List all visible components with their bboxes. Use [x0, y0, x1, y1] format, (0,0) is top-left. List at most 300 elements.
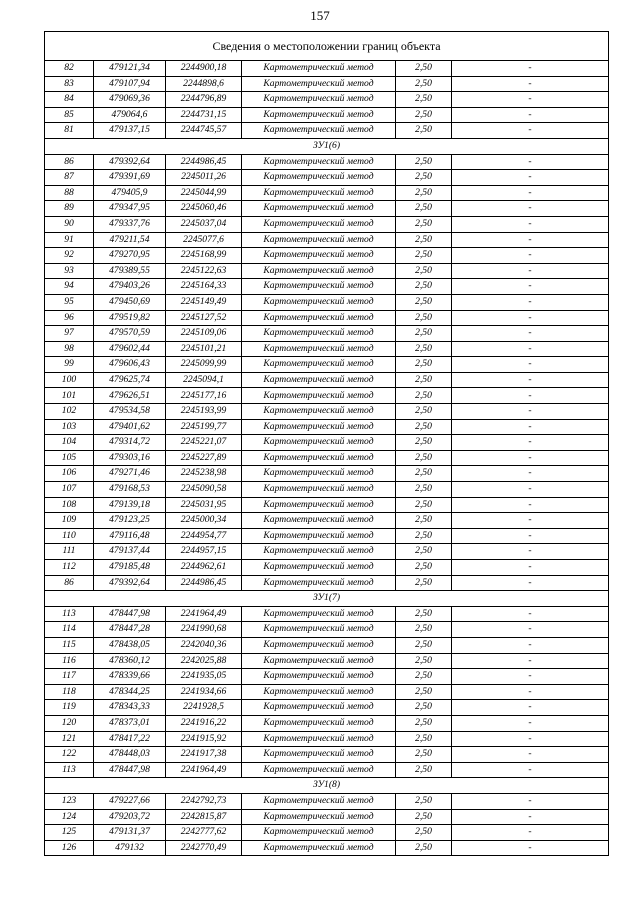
table-row — [45, 840, 609, 856]
table-row — [45, 731, 609, 747]
x-coordinate-cell: 478447,98 — [94, 762, 166, 778]
point-number-cell: 85 — [45, 107, 94, 123]
table-row — [45, 248, 609, 264]
point-number-cell: 110 — [45, 528, 94, 544]
description-cell: - — [452, 372, 609, 388]
precision-cell: 2,50 — [396, 310, 452, 326]
point-number-cell: 125 — [45, 825, 94, 841]
method-cell: Картометрический метод — [242, 76, 396, 92]
description-cell: - — [452, 326, 609, 342]
description-cell: - — [452, 637, 609, 653]
x-coordinate-cell: 478343,33 — [94, 700, 166, 716]
section-row — [45, 591, 609, 607]
x-coordinate-cell: 479450,69 — [94, 294, 166, 310]
precision-cell: 2,50 — [396, 793, 452, 809]
description-cell: - — [452, 793, 609, 809]
x-coordinate-cell: 479211,54 — [94, 232, 166, 248]
table-row — [45, 544, 609, 560]
method-cell: Картометрический метод — [242, 92, 396, 108]
precision-cell: 2,50 — [396, 404, 452, 420]
point-number-cell: 88 — [45, 185, 94, 201]
x-coordinate-cell: 479270,95 — [94, 248, 166, 264]
point-number-cell: 117 — [45, 669, 94, 685]
table-row — [45, 404, 609, 420]
x-coordinate-cell: 479168,53 — [94, 482, 166, 498]
table-row — [45, 232, 609, 248]
point-number-cell: 98 — [45, 341, 94, 357]
description-cell: - — [452, 263, 609, 279]
precision-cell: 2,50 — [396, 232, 452, 248]
method-cell: Картометрический метод — [242, 528, 396, 544]
method-cell: Картометрический метод — [242, 248, 396, 264]
y-coordinate-cell: 2241915,92 — [166, 731, 242, 747]
description-cell: - — [452, 715, 609, 731]
description-cell: - — [452, 840, 609, 856]
y-coordinate-cell: 2242025,88 — [166, 653, 242, 669]
table-row — [45, 170, 609, 186]
section-row — [45, 138, 609, 154]
y-coordinate-cell: 2245221,07 — [166, 435, 242, 451]
y-coordinate-cell: 2241934,66 — [166, 684, 242, 700]
point-number-cell: 100 — [45, 372, 94, 388]
x-coordinate-cell: 479570,59 — [94, 326, 166, 342]
table-row — [45, 700, 609, 716]
table-row — [45, 653, 609, 669]
y-coordinate-cell: 2244962,61 — [166, 560, 242, 576]
precision-cell: 2,50 — [396, 840, 452, 856]
y-coordinate-cell: 2245149,49 — [166, 294, 242, 310]
x-coordinate-cell: 479137,15 — [94, 123, 166, 139]
precision-cell: 2,50 — [396, 637, 452, 653]
description-cell: - — [452, 357, 609, 373]
y-coordinate-cell: 2245090,58 — [166, 482, 242, 498]
method-cell: Картометрический метод — [242, 216, 396, 232]
y-coordinate-cell: 2244900,18 — [166, 61, 242, 77]
method-cell: Картометрический метод — [242, 622, 396, 638]
point-number-cell: 112 — [45, 560, 94, 576]
x-coordinate-cell: 478344,25 — [94, 684, 166, 700]
precision-cell: 2,50 — [396, 762, 452, 778]
description-cell: - — [452, 466, 609, 482]
table-row — [45, 606, 609, 622]
method-cell: Картометрический метод — [242, 154, 396, 170]
description-cell: - — [452, 731, 609, 747]
description-cell: - — [452, 669, 609, 685]
table-row — [45, 92, 609, 108]
point-number-cell: 86 — [45, 575, 94, 591]
point-number-cell: 113 — [45, 762, 94, 778]
point-number-cell: 93 — [45, 263, 94, 279]
table-row — [45, 528, 609, 544]
method-cell: Картометрический метод — [242, 715, 396, 731]
point-number-cell: 113 — [45, 606, 94, 622]
x-coordinate-cell: 479337,76 — [94, 216, 166, 232]
y-coordinate-cell: 2242792,73 — [166, 793, 242, 809]
precision-cell: 2,50 — [396, 731, 452, 747]
boundary-coordinates-table — [44, 31, 609, 856]
method-cell: Картометрический метод — [242, 762, 396, 778]
point-number-cell: 105 — [45, 450, 94, 466]
table-row — [45, 201, 609, 217]
method-cell: Картометрический метод — [242, 326, 396, 342]
precision-cell: 2,50 — [396, 575, 452, 591]
table-row — [45, 497, 609, 513]
point-number-cell: 109 — [45, 513, 94, 529]
method-cell: Картометрический метод — [242, 435, 396, 451]
precision-cell: 2,50 — [396, 419, 452, 435]
table-row — [45, 793, 609, 809]
precision-cell: 2,50 — [396, 669, 452, 685]
point-number-cell: 103 — [45, 419, 94, 435]
table-row — [45, 326, 609, 342]
table-row — [45, 341, 609, 357]
section-row — [45, 778, 609, 794]
page-number: 157 — [310, 8, 330, 23]
method-cell: Картометрический метод — [242, 637, 396, 653]
method-cell: Картометрический метод — [242, 700, 396, 716]
point-number-cell: 120 — [45, 715, 94, 731]
method-cell: Картометрический метод — [242, 497, 396, 513]
y-coordinate-cell: 2244986,45 — [166, 575, 242, 591]
point-number-cell: 122 — [45, 747, 94, 763]
x-coordinate-cell: 479137,44 — [94, 544, 166, 560]
description-cell: - — [452, 154, 609, 170]
x-coordinate-cell: 478373,01 — [94, 715, 166, 731]
point-number-cell: 81 — [45, 123, 94, 139]
point-number-cell: 107 — [45, 482, 94, 498]
x-coordinate-cell: 479391,69 — [94, 170, 166, 186]
x-coordinate-cell: 479534,58 — [94, 404, 166, 420]
description-cell: - — [452, 123, 609, 139]
y-coordinate-cell: 2241990,68 — [166, 622, 242, 638]
precision-cell: 2,50 — [396, 123, 452, 139]
table-row — [45, 435, 609, 451]
table-row — [45, 560, 609, 576]
precision-cell: 2,50 — [396, 528, 452, 544]
table-row — [45, 637, 609, 653]
y-coordinate-cell: 2245122,63 — [166, 263, 242, 279]
method-cell: Картометрический метод — [242, 388, 396, 404]
precision-cell: 2,50 — [396, 653, 452, 669]
method-cell: Картометрический метод — [242, 232, 396, 248]
x-coordinate-cell: 479123,25 — [94, 513, 166, 529]
description-cell: - — [452, 435, 609, 451]
precision-cell: 2,50 — [396, 747, 452, 763]
table-row — [45, 185, 609, 201]
table-row — [45, 482, 609, 498]
y-coordinate-cell: 2245177,16 — [166, 388, 242, 404]
method-cell: Картометрический метод — [242, 747, 396, 763]
x-coordinate-cell: 479227,66 — [94, 793, 166, 809]
method-cell: Картометрический метод — [242, 731, 396, 747]
point-number-cell: 114 — [45, 622, 94, 638]
x-coordinate-cell: 479131,37 — [94, 825, 166, 841]
table-row — [45, 294, 609, 310]
y-coordinate-cell: 2241964,49 — [166, 606, 242, 622]
y-coordinate-cell: 2245077,6 — [166, 232, 242, 248]
description-cell: - — [452, 232, 609, 248]
y-coordinate-cell: 2245060,46 — [166, 201, 242, 217]
precision-cell: 2,50 — [396, 216, 452, 232]
point-number-cell: 115 — [45, 637, 94, 653]
method-cell: Картометрический метод — [242, 61, 396, 77]
table-row — [45, 310, 609, 326]
table-row — [45, 357, 609, 373]
x-coordinate-cell: 478360,12 — [94, 653, 166, 669]
table-row — [45, 715, 609, 731]
section-label: ЗУ1(8) — [45, 778, 609, 794]
method-cell: Картометрический метод — [242, 419, 396, 435]
point-number-cell: 82 — [45, 61, 94, 77]
x-coordinate-cell: 479203,72 — [94, 809, 166, 825]
x-coordinate-cell: 479314,72 — [94, 435, 166, 451]
description-cell: - — [452, 341, 609, 357]
method-cell: Картометрический метод — [242, 372, 396, 388]
y-coordinate-cell: 2245127,52 — [166, 310, 242, 326]
x-coordinate-cell: 479303,16 — [94, 450, 166, 466]
y-coordinate-cell: 2245094,1 — [166, 372, 242, 388]
method-cell: Картометрический метод — [242, 185, 396, 201]
description-cell: - — [452, 388, 609, 404]
y-coordinate-cell: 2245164,33 — [166, 279, 242, 295]
precision-cell: 2,50 — [396, 61, 452, 77]
method-cell: Картометрический метод — [242, 170, 396, 186]
y-coordinate-cell: 2242770,49 — [166, 840, 242, 856]
method-cell: Картометрический метод — [242, 466, 396, 482]
y-coordinate-cell: 2245044,99 — [166, 185, 242, 201]
method-cell: Картометрический метод — [242, 357, 396, 373]
table-row — [45, 372, 609, 388]
description-cell: - — [452, 61, 609, 77]
precision-cell: 2,50 — [396, 357, 452, 373]
point-number-cell: 111 — [45, 544, 94, 560]
point-number-cell: 119 — [45, 700, 94, 716]
method-cell: Картометрический метод — [242, 684, 396, 700]
point-number-cell: 121 — [45, 731, 94, 747]
precision-cell: 2,50 — [396, 92, 452, 108]
x-coordinate-cell: 479116,48 — [94, 528, 166, 544]
x-coordinate-cell: 478447,28 — [94, 622, 166, 638]
table-row — [45, 216, 609, 232]
table-row — [45, 61, 609, 77]
method-cell: Картометрический метод — [242, 669, 396, 685]
description-cell: - — [452, 76, 609, 92]
x-coordinate-cell: 479392,64 — [94, 154, 166, 170]
x-coordinate-cell: 479392,64 — [94, 575, 166, 591]
precision-cell: 2,50 — [396, 185, 452, 201]
table-row — [45, 123, 609, 139]
point-number-cell: 97 — [45, 326, 94, 342]
precision-cell: 2,50 — [396, 450, 452, 466]
method-cell: Картометрический метод — [242, 294, 396, 310]
point-number-cell: 123 — [45, 793, 94, 809]
method-cell: Картометрический метод — [242, 606, 396, 622]
x-coordinate-cell: 479606,43 — [94, 357, 166, 373]
y-coordinate-cell: 2245227,89 — [166, 450, 242, 466]
description-cell: - — [452, 747, 609, 763]
y-coordinate-cell: 2245193,99 — [166, 404, 242, 420]
x-coordinate-cell: 478339,66 — [94, 669, 166, 685]
description-cell: - — [452, 684, 609, 700]
method-cell: Картометрический метод — [242, 107, 396, 123]
point-number-cell: 104 — [45, 435, 94, 451]
precision-cell: 2,50 — [396, 606, 452, 622]
method-cell: Картометрический метод — [242, 513, 396, 529]
y-coordinate-cell: 2242777,62 — [166, 825, 242, 841]
method-cell: Картометрический метод — [242, 263, 396, 279]
method-cell: Картометрический метод — [242, 653, 396, 669]
description-cell: - — [452, 482, 609, 498]
description-cell: - — [452, 575, 609, 591]
description-cell: - — [452, 497, 609, 513]
description-cell: - — [452, 544, 609, 560]
description-cell: - — [452, 419, 609, 435]
y-coordinate-cell: 2244957,15 — [166, 544, 242, 560]
table-row — [45, 825, 609, 841]
point-number-cell: 83 — [45, 76, 94, 92]
precision-cell: 2,50 — [396, 201, 452, 217]
table-row — [45, 154, 609, 170]
x-coordinate-cell: 479401,62 — [94, 419, 166, 435]
point-number-cell: 94 — [45, 279, 94, 295]
y-coordinate-cell: 2245101,21 — [166, 341, 242, 357]
precision-cell: 2,50 — [396, 684, 452, 700]
table-row — [45, 263, 609, 279]
table-row — [45, 622, 609, 638]
description-cell: - — [452, 279, 609, 295]
precision-cell: 2,50 — [396, 294, 452, 310]
point-number-cell: 126 — [45, 840, 94, 856]
description-cell: - — [452, 107, 609, 123]
description-cell: - — [452, 248, 609, 264]
x-coordinate-cell: 479626,51 — [94, 388, 166, 404]
y-coordinate-cell: 2244898,6 — [166, 76, 242, 92]
precision-cell: 2,50 — [396, 715, 452, 731]
y-coordinate-cell: 2241935,05 — [166, 669, 242, 685]
x-coordinate-cell: 479185,48 — [94, 560, 166, 576]
description-cell: - — [452, 809, 609, 825]
x-coordinate-cell: 478447,98 — [94, 606, 166, 622]
point-number-cell: 90 — [45, 216, 94, 232]
table-row — [45, 76, 609, 92]
y-coordinate-cell: 2241928,5 — [166, 700, 242, 716]
method-cell: Картометрический метод — [242, 840, 396, 856]
y-coordinate-cell: 2242040,36 — [166, 637, 242, 653]
table-row — [45, 513, 609, 529]
section-label: ЗУ1(6) — [45, 138, 609, 154]
y-coordinate-cell: 2245037,04 — [166, 216, 242, 232]
x-coordinate-cell: 479403,26 — [94, 279, 166, 295]
x-coordinate-cell: 479405,9 — [94, 185, 166, 201]
description-cell: - — [452, 606, 609, 622]
y-coordinate-cell: 2245238,98 — [166, 466, 242, 482]
x-coordinate-cell: 479625,74 — [94, 372, 166, 388]
method-cell: Картометрический метод — [242, 450, 396, 466]
y-coordinate-cell: 2242815,87 — [166, 809, 242, 825]
method-cell: Картометрический метод — [242, 482, 396, 498]
method-cell: Картометрический метод — [242, 310, 396, 326]
table-title-row — [45, 32, 609, 61]
description-cell: - — [452, 294, 609, 310]
description-cell: - — [452, 404, 609, 420]
method-cell: Картометрический метод — [242, 341, 396, 357]
point-number-cell: 92 — [45, 248, 94, 264]
y-coordinate-cell: 2241916,22 — [166, 715, 242, 731]
x-coordinate-cell: 479121,34 — [94, 61, 166, 77]
method-cell: Картометрический метод — [242, 825, 396, 841]
table-row — [45, 107, 609, 123]
point-number-cell: 106 — [45, 466, 94, 482]
point-number-cell: 102 — [45, 404, 94, 420]
method-cell: Картометрический метод — [242, 279, 396, 295]
precision-cell: 2,50 — [396, 482, 452, 498]
x-coordinate-cell: 479132 — [94, 840, 166, 856]
description-cell: - — [452, 700, 609, 716]
precision-cell: 2,50 — [396, 341, 452, 357]
precision-cell: 2,50 — [396, 497, 452, 513]
precision-cell: 2,50 — [396, 170, 452, 186]
description-cell: - — [452, 825, 609, 841]
method-cell: Картометрический метод — [242, 544, 396, 560]
y-coordinate-cell: 2244731,15 — [166, 107, 242, 123]
x-coordinate-cell: 479064,6 — [94, 107, 166, 123]
y-coordinate-cell: 2245168,99 — [166, 248, 242, 264]
x-coordinate-cell: 479069,36 — [94, 92, 166, 108]
description-cell: - — [452, 216, 609, 232]
point-number-cell: 89 — [45, 201, 94, 217]
method-cell: Картометрический метод — [242, 793, 396, 809]
section-label: ЗУ1(7) — [45, 591, 609, 607]
method-cell: Картометрический метод — [242, 560, 396, 576]
method-cell: Картометрический метод — [242, 201, 396, 217]
table-row — [45, 450, 609, 466]
precision-cell: 2,50 — [396, 372, 452, 388]
precision-cell: 2,50 — [396, 544, 452, 560]
precision-cell: 2,50 — [396, 825, 452, 841]
y-coordinate-cell: 2245000,34 — [166, 513, 242, 529]
y-coordinate-cell: 2245011,26 — [166, 170, 242, 186]
y-coordinate-cell: 2245099,99 — [166, 357, 242, 373]
table-title: Сведения о местоположении границ объекта — [45, 32, 609, 61]
precision-cell: 2,50 — [396, 435, 452, 451]
description-cell: - — [452, 513, 609, 529]
y-coordinate-cell: 2244954,77 — [166, 528, 242, 544]
description-cell: - — [452, 528, 609, 544]
description-cell: - — [452, 450, 609, 466]
table-row — [45, 466, 609, 482]
point-number-cell: 108 — [45, 497, 94, 513]
table-row — [45, 809, 609, 825]
x-coordinate-cell: 479107,94 — [94, 76, 166, 92]
y-coordinate-cell: 2245199,77 — [166, 419, 242, 435]
table-row — [45, 388, 609, 404]
table-row — [45, 575, 609, 591]
y-coordinate-cell: 2241917,38 — [166, 747, 242, 763]
method-cell: Картометрический метод — [242, 404, 396, 420]
method-cell: Картометрический метод — [242, 575, 396, 591]
description-cell: - — [452, 92, 609, 108]
description-cell: - — [452, 622, 609, 638]
table-row — [45, 279, 609, 295]
precision-cell: 2,50 — [396, 466, 452, 482]
precision-cell: 2,50 — [396, 279, 452, 295]
x-coordinate-cell: 479139,18 — [94, 497, 166, 513]
table-row — [45, 419, 609, 435]
description-cell: - — [452, 653, 609, 669]
x-coordinate-cell: 478438,05 — [94, 637, 166, 653]
precision-cell: 2,50 — [396, 248, 452, 264]
precision-cell: 2,50 — [396, 622, 452, 638]
